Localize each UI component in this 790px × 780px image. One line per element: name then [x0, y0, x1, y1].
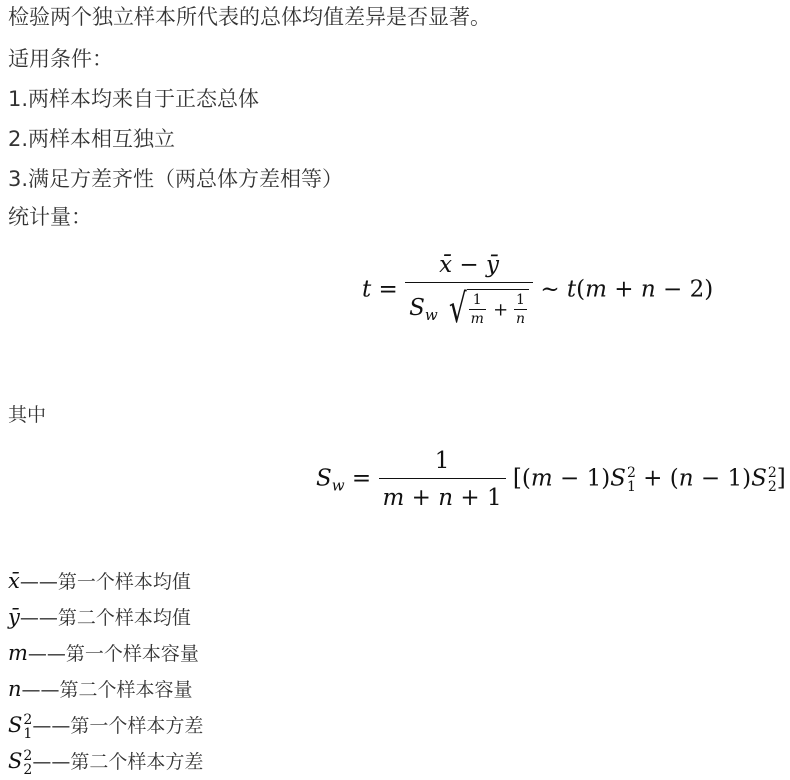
condition-1: 1.两样本均来自于正态总体	[8, 87, 260, 111]
symbol-x-bar: x̄	[8, 569, 20, 593]
subscript: 2	[23, 761, 33, 778]
definition-text: ——第一个样本方差	[32, 715, 204, 737]
statistic-title: 统计量：	[8, 205, 92, 229]
superscript: 2	[23, 747, 33, 764]
definition-m	[8, 636, 203, 672]
t-statistic-formula: t = x̄ − ȳ $S_w$ √ $\frac{1}{m}$ + $\frac{1}{n}$ ∼ t(m + n − 2)	[362, 252, 714, 332]
definition-text: ——第二个样本方差	[32, 751, 204, 773]
condition-2: 2.两样本相互独立	[8, 127, 176, 151]
definition-n	[8, 672, 203, 708]
conditions-title: 适用条件：	[8, 47, 113, 71]
definition-text: ——第二个样本容量	[21, 679, 193, 701]
where-label: 其中	[8, 404, 47, 426]
symbol-m: m	[8, 641, 28, 665]
symbol-n: n	[8, 677, 22, 701]
definitions-list	[8, 564, 203, 780]
definition-text: ——第一个样本容量	[27, 643, 199, 665]
definition-y-bar	[8, 600, 203, 636]
superscript: 2	[23, 711, 33, 728]
pooled-sd-formula: $S_w$ = $\frac{1}{m + n + 1}$ [(m − 1)S 2 1 + (n − 1)S 2 2 ]	[316, 448, 786, 511]
symbol-s2: S	[8, 749, 23, 773]
symbol-s1: S	[8, 713, 23, 737]
definition-text: ——第二个样本均值	[19, 607, 191, 629]
condition-3: 3.满足方差齐性（两总体方差相等）	[8, 167, 344, 191]
definition-s1-squared	[8, 708, 203, 744]
definition-x-bar	[8, 564, 203, 600]
definition-text: ——第一个样本均值	[19, 571, 191, 593]
definition-s2-squared	[8, 744, 203, 780]
symbol-y-bar: ȳ	[8, 605, 20, 629]
intro-line: 检验两个独立样本所代表的总体均值差异是否显著。	[8, 5, 491, 29]
subscript: 1	[23, 725, 33, 742]
